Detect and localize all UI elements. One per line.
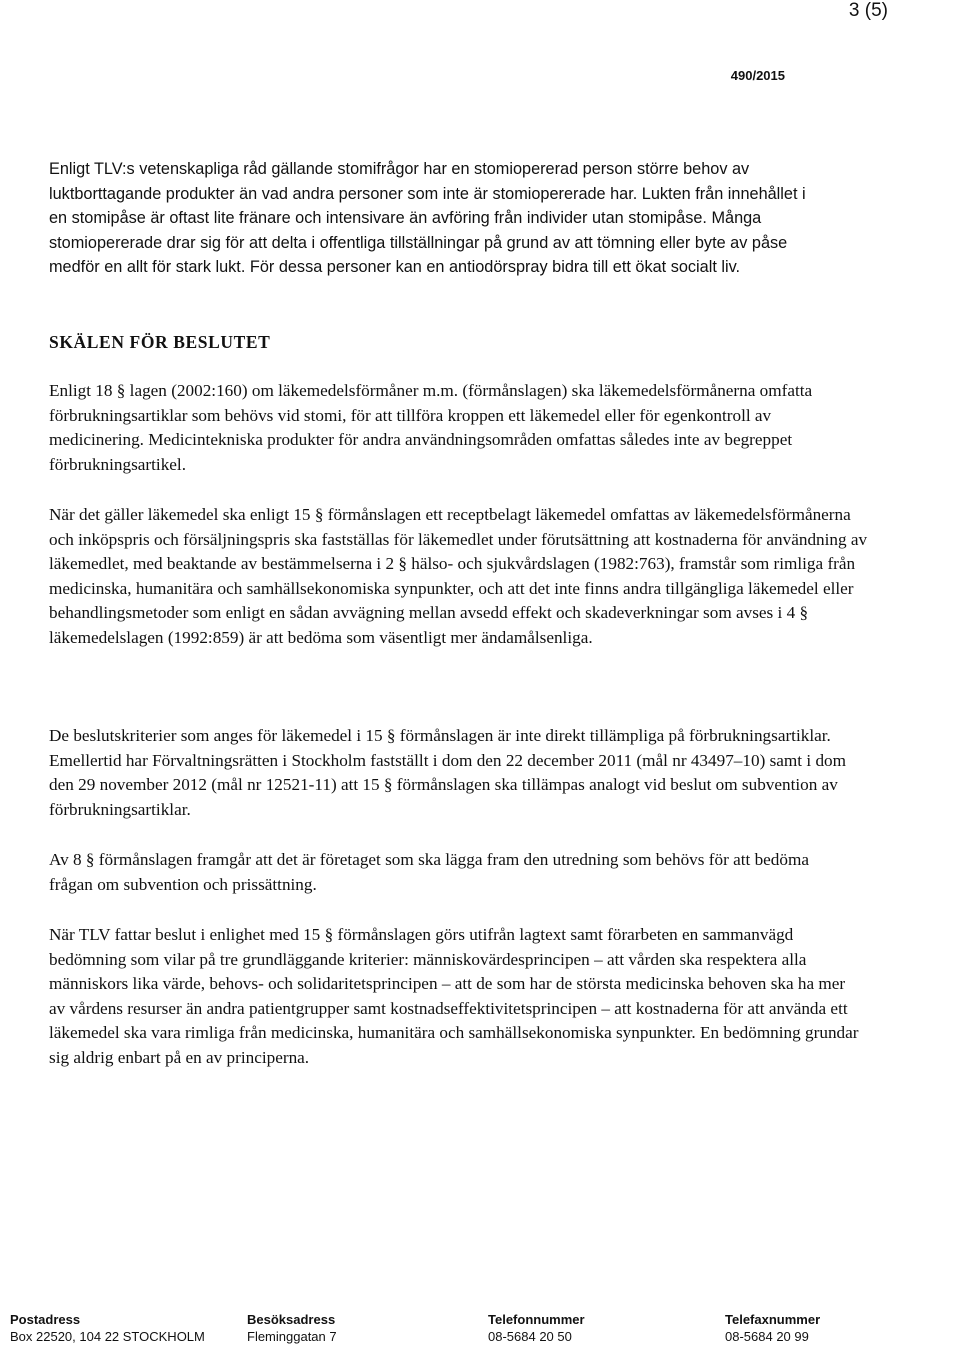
paragraph-court-ruling: De beslutskriterier som anges för läkemedel i 15 § förmånslagen är inte direkt tillämpliga på förbrukningsartiklar. Emellertid har Förvaltningsrätten i Stockholm fastställt i dom den 22 december 2011 (mål nr 43497–10) samt i dom den 29 november 2012 (mål nr 12521-11) att 15 § förmånslagen ska tillämpas analogt vid beslut om subvention av förbrukningsartiklar. — [49, 726, 846, 819]
footer-phone-value: 08-5684 20 50 — [488, 1329, 572, 1344]
document-number: 490/2015 — [730, 68, 785, 83]
footer-visit-value: Fleminggatan 7 — [247, 1329, 337, 1344]
footer-visit-label: Besöksadress — [247, 1312, 336, 1327]
footer-postal-label: Postadress — [10, 1312, 81, 1327]
footer-postal — [10, 1311, 205, 1345]
section-heading: SKÄLEN FÖR BESLUTET — [49, 332, 271, 352]
page-number: 3 (5) — [848, 0, 888, 21]
intro-paragraph: Enligt TLV:s vetenskapliga råd gällande stomifrågor har en stomiopererad person större behov av luktborttagande produkter än vad andra personer som inte är stomiopererade har. Lukten från innehållet i en stomipåse är oftast lite fränare och intensivare än avföring från individer utan stomipåse. Många stomiopererade drar sig för att delta i offentliga tillställningar på grund av att tömning eller byte av påse medför en allt för stark lukt. För dessa personer kan en antiodörspray bidra till ett ökat socialt liv. — [49, 160, 806, 276]
footer-postal-value: Box 22520, 104 22 STOCKHOLM — [10, 1329, 205, 1344]
paragraph-legal-basis: Enligt 18 § lagen (2002:160) om läkemedelsförmåner m.m. (förmånslagen) ska läkemedelsförmånerna omfatta förbrukningsartiklar som behövs vid stomi, för att tillföra kroppen ett läkemedel eller för egenkontroll av medicinering. Medicintekniska produkter för andra användningsområden omfattas således inte av begreppet förbrukningsartikel. — [49, 381, 813, 474]
footer-phone-label: Telefonnummer — [488, 1312, 585, 1327]
paragraph-company-duty: Av 8 § förmånslagen framgår att det är företaget som ska lägga fram den utredning som behövs för att bedöma frågan om subvention och prissättning. — [49, 850, 809, 894]
footer-fax-value: 08-5684 20 99 — [725, 1329, 809, 1344]
footer-fax — [725, 1311, 820, 1345]
paragraph-principles: När TLV fattar beslut i enlighet med 15 § förmånslagen görs utifrån lagtext samt förarbeten en sammanvägd bedömning som vilar på tre grundläggande kriterier: människovärdesprincipen – att vården ska respektera alla människors lika värde, behovs- och solidaritetsprincipen – att de som har de största medicinska behoven ska ha mer av vårdens resurser än andra patientgrupper samt kostnadseffektivitetsprincipen – att kostnaderna för att använda ett läkemedel ska vara rimliga från medicinska, humanitära och samhällsekonomiska synpunkter. En bedömning grundar sig aldrig enbart på en av principerna. — [49, 925, 859, 1067]
footer-fax-label: Telefaxnummer — [725, 1312, 821, 1327]
footer-visit — [247, 1311, 337, 1345]
paragraph-criteria: När det gäller läkemedel ska enligt 15 § förmånslagen ett receptbelagt läkemedel omfattas av läkemedelsförmånerna och inköpspris och försäljningspris ska fastställas för läkemedlet under förutsättning att kostnaderna för användning av läkemedlet, med beaktande av bestämmelserna i 2 § hälso- och sjukvårdslagen (1982:763), framstår som rimliga från medicinska, humanitära och samhällsekonomiska synpunkter, och att det inte finns andra tillgängliga läkemedel eller behandlingsmetoder som enligt en sådan avvägning mellan avsedd effekt och skadeverkningar som avses i 4 § läkemedelslagen (1992:859) är att bedöma som väsentligt mer ändamålsenliga. — [49, 505, 868, 647]
footer-phone — [488, 1311, 585, 1345]
